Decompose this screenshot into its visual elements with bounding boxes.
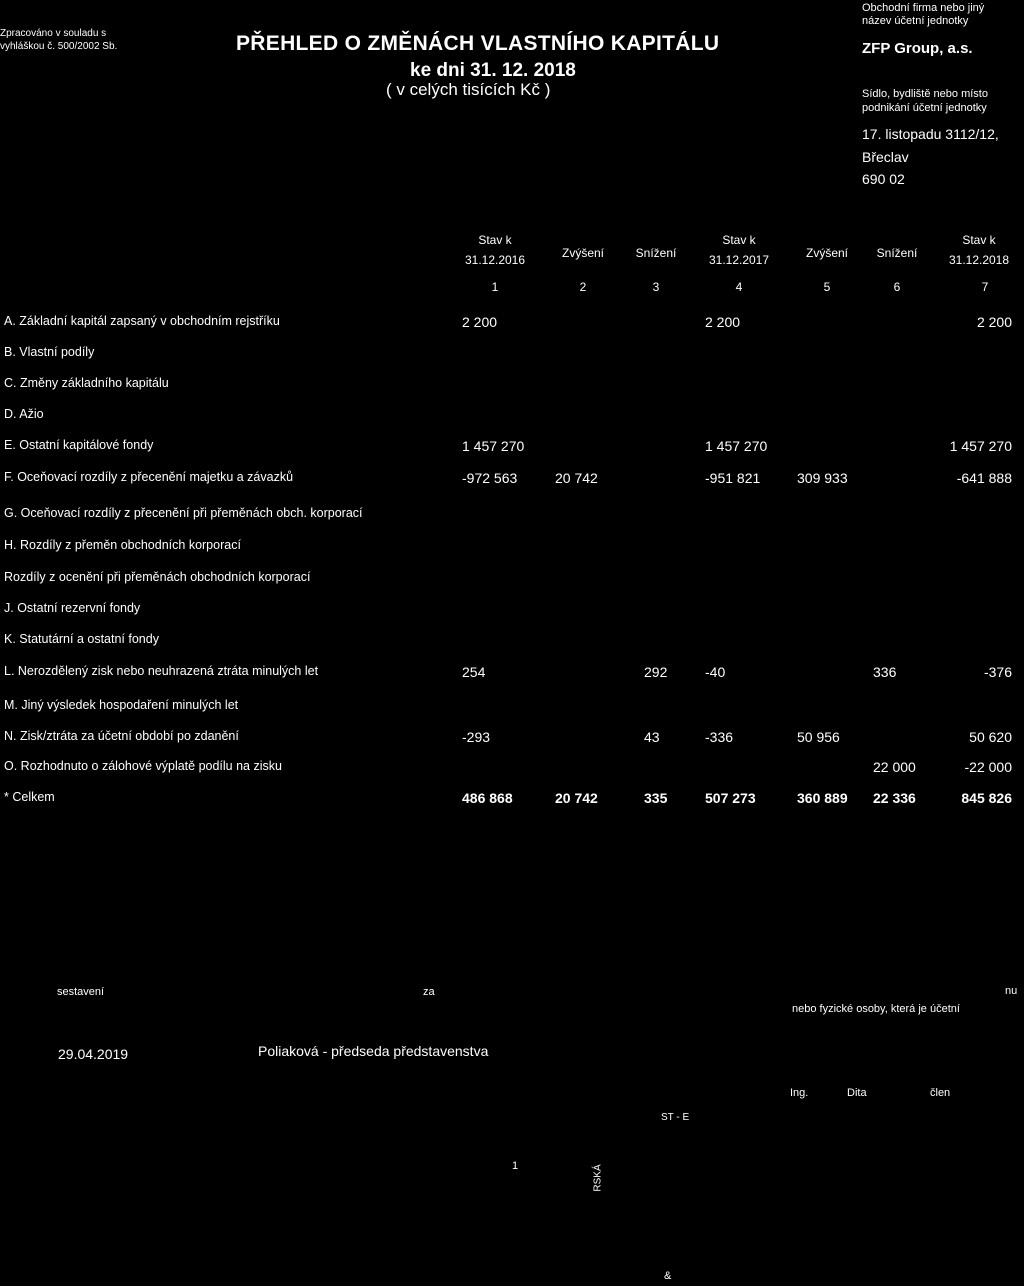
signatory: Poliaková - předseda představenstva: [258, 1043, 489, 1059]
cell-col-4: 2 200: [705, 314, 741, 330]
table-row: [0, 438, 1024, 458]
row-label: G. Oceňovací rozdíly z přecenění při přeměnách obch. korporací: [4, 506, 363, 520]
cell-col-7: -376: [983, 664, 1012, 680]
col-header-7: Stav k 31.12.2018: [948, 233, 1010, 267]
table-row: [0, 664, 1024, 684]
col-number-2: 2: [579, 280, 587, 294]
seat-label-line2: podnikání účetní jednotky: [862, 102, 987, 114]
col-number-5: 5: [823, 280, 831, 294]
row-label: M. Jiný výsledek hospodaření minulých let: [4, 698, 239, 712]
row-label: * Celkem: [4, 790, 55, 804]
cell-col-3: 335: [644, 790, 668, 806]
page-title: PŘEHLED O ZMĚNÁCH VLASTNÍHO KAPITÁLU: [236, 32, 720, 55]
cell-col-6: 336: [873, 664, 897, 680]
table-row: [0, 698, 1024, 718]
table-row: [0, 538, 1024, 558]
table-row: [0, 376, 1024, 396]
cell-col-4: -40: [705, 664, 726, 680]
cell-col-5: 309 933: [797, 470, 848, 486]
cell-col-1: -972 563: [462, 470, 518, 486]
row-label: A. Základní kapitál zapsaný v obchodním rejstříku: [4, 314, 280, 328]
row-label: B. Vlastní podíly: [4, 345, 95, 359]
cell-col-4: 507 273: [705, 790, 756, 806]
cell-col-4: -951 821: [705, 470, 761, 486]
cell-col-3: 43: [644, 729, 660, 745]
table-row: [0, 601, 1024, 621]
legal-note-line2: vyhláškou č. 500/2002 Sb.: [0, 41, 118, 52]
cell-col-5: 360 889: [797, 790, 848, 806]
col-header-6: Snížení: [876, 246, 918, 260]
cell-col-1: 254: [462, 664, 486, 680]
cell-col-3: 292: [644, 664, 668, 680]
seat-label-line1: Sídlo, bydliště nebo místo: [862, 88, 988, 100]
cell-col-1: 486 868: [462, 790, 513, 806]
row-label: J. Ostatní rezervní fondy: [4, 601, 141, 615]
table-row: [0, 314, 1024, 334]
table-row: [0, 470, 1024, 490]
row-label: E. Ostatní kapitálové fondy: [4, 438, 154, 452]
cell-col-6: 22 336: [873, 790, 916, 806]
row-label: L. Nerozdělený zisk nebo neuhrazená ztráta minulých let: [4, 664, 319, 678]
table-row: [0, 506, 1024, 526]
col-number-6: 6: [893, 280, 901, 294]
table-row: [0, 790, 1024, 810]
firm-label-line2: název účetní jednotky: [862, 15, 969, 27]
cell-col-7: -641 888: [956, 470, 1012, 486]
table-row: [0, 729, 1024, 749]
address-line1: 17. listopadu 3112/12,: [862, 126, 999, 142]
row-label: Rozdíly z ocenění při přeměnách obchodních korporací: [4, 570, 311, 584]
row-label: C. Změny základního kapitálu: [4, 376, 169, 390]
cell-col-5: 50 956: [797, 729, 840, 745]
clen-label: člen: [930, 1087, 951, 1099]
table-row: [0, 570, 1024, 590]
address-line3: 690 02: [862, 171, 905, 187]
prepared-date: 29.04.2019: [58, 1046, 129, 1062]
cell-col-1: 1 457 270: [462, 438, 525, 454]
cell-col-1: 2 200: [462, 314, 498, 330]
cell-col-6: 22 000: [873, 759, 916, 775]
cell-col-7: 845 826: [961, 790, 1012, 806]
stamp-text: ST - E: [661, 1112, 690, 1123]
table-row: [0, 345, 1024, 365]
ing-label: Ing.: [790, 1087, 809, 1099]
za-label: za: [423, 986, 435, 998]
units-note: ( v celých tisících Kč ): [386, 80, 551, 99]
person-note: nebo fyzické osoby, která je účetní: [792, 1003, 960, 1015]
col-header-3: Snížení: [635, 246, 677, 260]
dita-label: Dita: [847, 1087, 867, 1099]
cell-col-7: 50 620: [969, 729, 1012, 745]
col-header-1: Stav k 31.12.2016: [464, 233, 526, 267]
cell-col-4: 1 457 270: [705, 438, 768, 454]
row-label: O. Rozhodnuto o zálohové výplatě podílu na zisku: [4, 759, 282, 773]
cell-col-2: 20 742: [555, 470, 598, 486]
table-row: [0, 632, 1024, 652]
legal-note-line1: Zpracováno v souladu s: [0, 28, 107, 39]
row-label: H. Rozdíly z přeměn obchodních korporací: [4, 538, 241, 552]
stamp-rotated-text: RSKÁ: [592, 1164, 604, 1192]
prepared-label: sestavení: [57, 986, 105, 998]
table-row: [0, 407, 1024, 427]
row-label: N. Zisk/ztráta za účetní období po zdanění: [4, 729, 239, 743]
col-header-2: Zvýšení: [561, 246, 604, 260]
cell-col-7: -22 000: [964, 759, 1012, 775]
cell-col-7: 2 200: [976, 314, 1012, 330]
col-header-4: Stav k 31.12.2017: [708, 233, 770, 267]
col-number-3: 3: [652, 280, 660, 294]
table-row: [0, 759, 1024, 779]
cell-col-4: -336: [705, 729, 734, 745]
cell-col-7: 1 457 270: [949, 438, 1012, 454]
nu-label: nu: [1005, 985, 1018, 997]
report-date: ke dni 31. 12. 2018: [410, 60, 576, 81]
cell-col-2: 20 742: [555, 790, 598, 806]
address-line2: Břeclav: [862, 149, 909, 165]
firm-label-line1: Obchodní firma nebo jiný: [862, 2, 985, 14]
row-label: F. Oceňovací rozdíly z přecenění majetku a závazků: [4, 470, 294, 484]
ampersand-mark: &: [664, 1270, 672, 1282]
col-number-1: 1: [491, 280, 499, 294]
page-number: 1: [512, 1160, 519, 1172]
firm-name: ZFP Group, a.s.: [862, 40, 973, 57]
row-label: D. Ažio: [4, 407, 44, 421]
col-header-5: Zvýšení: [805, 246, 848, 260]
col-number-7: 7: [981, 280, 989, 294]
row-label: K. Statutární a ostatní fondy: [4, 632, 159, 646]
col-number-4: 4: [735, 280, 743, 294]
cell-col-1: -293: [462, 729, 491, 745]
